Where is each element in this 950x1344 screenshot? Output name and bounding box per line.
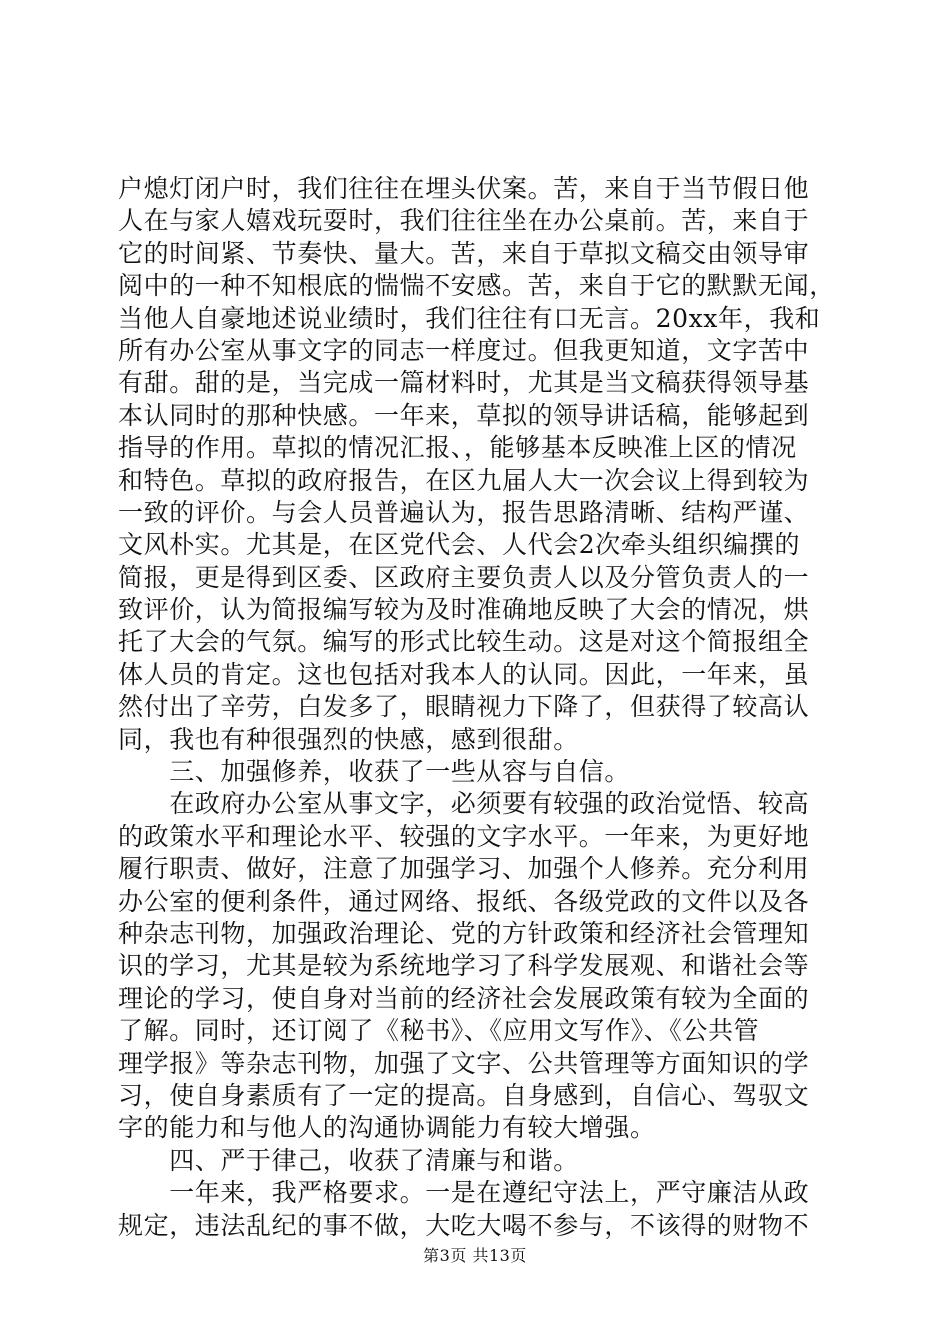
text-line: 文风朴实。尤其是，在区党代会、人代会2次牵头组织编撰的 [118,530,801,560]
text-line: 规定，违法乱纪的事不做，大吃大喝不参与，不该得的财物不 [118,1210,810,1240]
text-line: 和特色。草拟的政府报告，在区九届人大一次会议上得到较为 [118,465,810,495]
text-line: 一致的评价。与会人员普遍认为，报告思路清晰、结构严谨、 [118,497,810,527]
text-line: 致评价，认为简报编写较为及时准确地反映了大会的情况，烘 [118,595,810,625]
text-line: 有甜。甜的是，当完成一篇材料时，尤其是当文稿获得领导基 [118,368,810,398]
page-footer: 第3页 共13页 [423,1246,527,1265]
text-line: 理学报》等杂志刊物，加强了文字、公共管理等方面知识的学 [118,1048,810,1078]
text-line: 履行职责、做好，注意了加强学习、加强个人修养。充分利用 [118,854,810,884]
text-line: 阅中的一种不知根底的惴惴不安感。苦，来自于它的默默无闻， [118,271,835,301]
text-line: 所有办公室从事文字的同志一样度过。但我更知道，文字苦中 [118,335,810,365]
text-line: 字的能力和与他人的沟通协调能力有较大增强。 [118,1113,656,1143]
text-line: 三、加强修养，收获了一些从容与自信。 [118,757,631,787]
text-line: 识的学习，尤其是较为系统地学习了科学发展观、和谐社会等 [118,951,810,981]
text-line: 简报，更是得到区委、区政府主要负责人以及分管负责人的一 [118,562,810,592]
text-line: 托了大会的气氛。编写的形式比较生动。这是对这个简报组全 [118,627,810,657]
body-text [118,173,838,1242]
text-line: 同，我也有种很强烈的快感，感到很甜。 [118,724,579,754]
text-line: 种杂志刊物，加强政治理论、党的方针政策和经济社会管理知 [118,918,810,948]
text-line: 一年来，我严格要求。一是在遵纪守法上，严守廉洁从政 [118,1178,810,1208]
text-line: 它的时间紧、节奏快、量大。苦，来自于草拟文稿交由领导审 [118,238,810,268]
text-line: 办公室的便利条件，通过网络、报纸、各级党政的文件以及各 [118,886,810,916]
text-line: 了解。同时，还订阅了《秘书》、《应用文写作》、《公共管 [118,1016,760,1046]
text-line: 然付出了辛劳，白发多了，眼睛视力下降了，但获得了较高认 [118,692,810,722]
text-line: 在政府办公室从事文字，必须要有较强的政治觉悟、较高 [118,789,810,819]
text-line: 人在与家人嬉戏玩耍时，我们往往坐在办公桌前。苦，来自于 [118,206,810,236]
text-line: 理论的学习，使自身对当前的经济社会发展政策有较为全面的 [118,983,810,1013]
text-line: 体人员的肯定。这也包括对我本人的认同。因此，一年来，虽 [118,659,810,689]
text-line: 当他人自豪地述说业绩时，我们往往有口无言。20xx年，我和 [118,303,821,333]
text-line: 的政策水平和理论水平、较强的文字水平。一年来，为更好地 [118,821,810,851]
text-line: 本认同时的那种快感。一年来，草拟的领导讲话稿，能够起到 [118,400,810,430]
text-line: 四、严于律己，收获了清廉与和谐。 [118,1145,579,1175]
text-line: 户熄灯闭户时，我们往往在埋头伏案。苦，来自于当节假日他 [118,174,810,203]
text-line: 习，使自身素质有了一定的提高。自身感到，自信心、驾驭文 [118,1080,810,1110]
text-line: 指导的作用。草拟的情况汇报、，能够基本反映准上区的情况 [118,433,797,463]
